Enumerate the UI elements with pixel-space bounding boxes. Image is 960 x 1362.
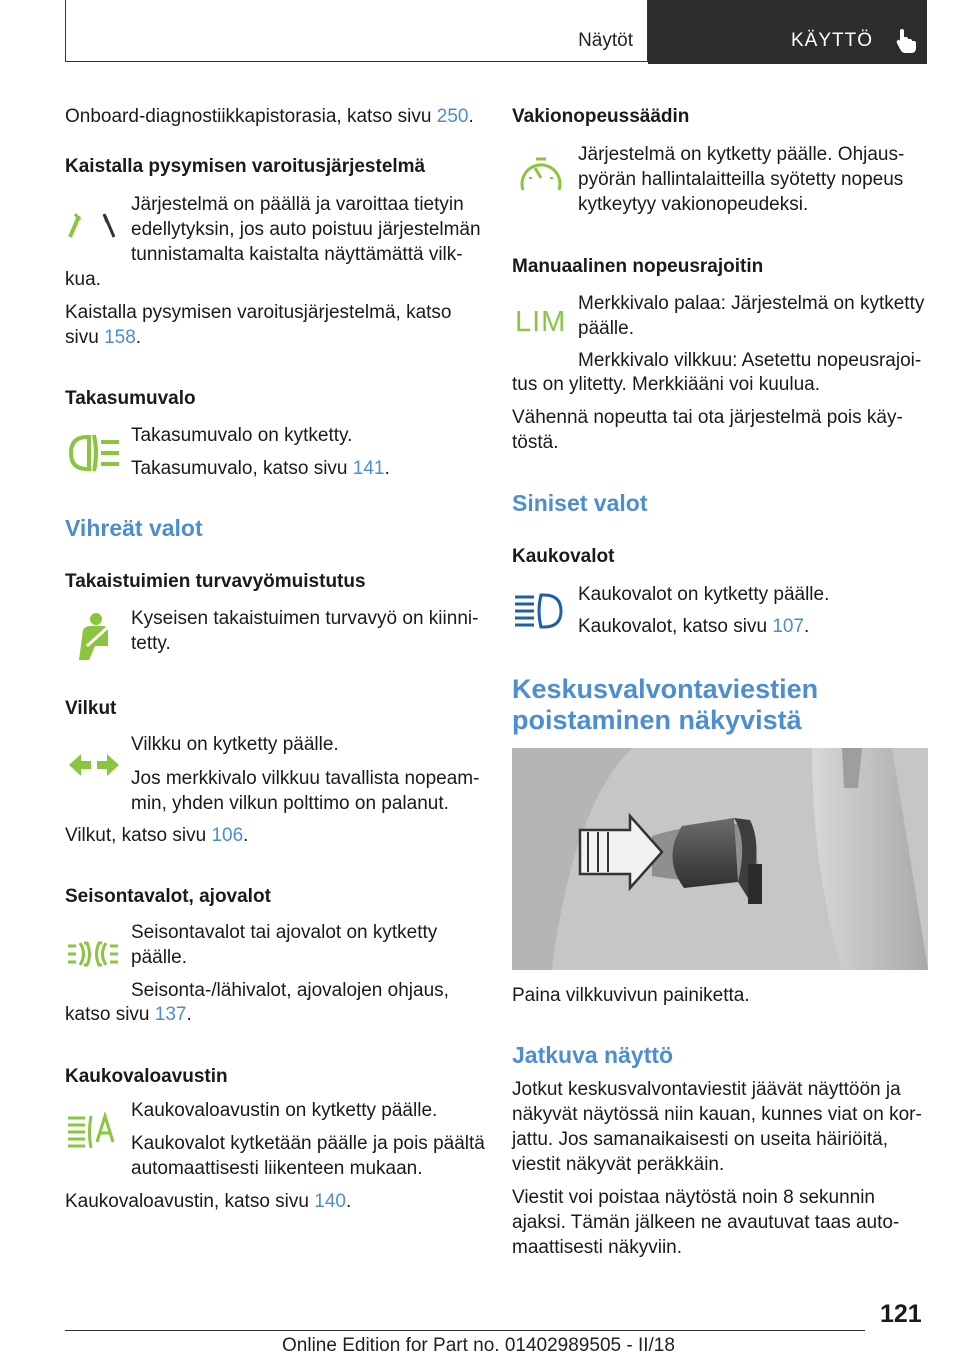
cont-line: maattisesti näkyviin. — [512, 1237, 683, 1258]
obd-paragraph — [65, 104, 485, 129]
cont-line: Viestit voi poistaa näytöstä noin 8 sekunnin — [512, 1187, 875, 1208]
blink-ref-end: . — [243, 825, 249, 846]
lane-ref-end: . — [135, 327, 142, 348]
lim-desc2-l1: Merkkivalo vilkkuu: Asetettu nopeusrajoi- — [578, 350, 922, 371]
lim-desc-line: Vähennä nopeutta tai ota järjestelmä pois käy- — [512, 407, 903, 428]
cont-line: viestit näkyvät peräkkäin. — [512, 1154, 725, 1175]
lane-desc-line: edellytyksin, jos auto poistuu järjestelmän — [131, 219, 481, 240]
hba-ref — [65, 1189, 351, 1214]
hba-desc1: Kaukovaloavustin on kytketty päälle. — [131, 1100, 438, 1121]
obd-text: Onboard-diagnostiikkapistorasia, katso sivu — [65, 106, 437, 127]
lane-title: Kaistalla pysymisen varoitusjärjestelmä — [65, 156, 426, 177]
park-ref-end: . — [186, 1004, 192, 1025]
turn-signal-lever-photo — [512, 748, 928, 970]
park-ref — [65, 1002, 192, 1027]
lim-desc2-l2: tus on ylitetty. Merkkiääni voi kuulua. — [512, 374, 821, 395]
park-ref-l1: Seisonta-/lähivalot, ajovalojen ohjaus, — [131, 980, 449, 1001]
high-ref-end: . — [804, 616, 810, 637]
footer-divider — [65, 1330, 865, 1331]
lane-departure-icon — [66, 210, 118, 240]
green-lights-heading: Vihreät valot — [65, 515, 203, 541]
cont-line: ajaksi. Tämän jälkeen ne avautuvat taas auto- — [512, 1212, 900, 1233]
page-header — [65, 0, 927, 64]
footer-edition: Online Edition for Part no. 01402989505 - II/18 — [282, 1335, 675, 1356]
continuous-para1 — [512, 1077, 932, 1177]
blink-page-link[interactable]: 106 — [211, 825, 244, 846]
belt-desc — [131, 606, 491, 656]
belt-desc-line: Kyseisen takaistuimen turvavyö on kiinni- — [131, 608, 479, 629]
header-chapter-tab — [648, 0, 927, 64]
blue-lights-heading: Siniset valot — [512, 490, 648, 516]
obd-end: . — [468, 106, 474, 127]
park-desc-line: Seisontavalot tai ajovalot on kytketty — [131, 922, 438, 943]
fog-title: Takasumuvalo — [65, 388, 196, 409]
fog-ref — [131, 456, 390, 481]
high-ref-text: Kaukovalot, katso sivu — [578, 616, 773, 637]
header-section-label: Näytöt — [578, 30, 633, 51]
cruise-title: Vakionopeussäädin — [512, 106, 690, 127]
hba-ref-end: . — [345, 1191, 352, 1212]
lane-desc-end: kua. — [65, 269, 101, 290]
hba-desc-line: automaattisesti liikenteen mukaan. — [131, 1158, 423, 1179]
park-page-link[interactable]: 137 — [154, 1004, 187, 1025]
photo-caption: Paina vilkkuvivun painiketta. — [512, 985, 750, 1006]
blink-desc2 — [131, 766, 491, 816]
lane-desc-line: tunnistamalta kaistalta näyttämättä vilk- — [131, 244, 463, 265]
lim-title: Manuaalinen nopeusrajoitin — [512, 256, 764, 277]
cruise-desc-line: kytkeytyy vakionopeudeksi. — [578, 194, 809, 215]
fog-desc: Takasumuvalo on kytketty. — [131, 425, 353, 446]
parking-lights-icon — [67, 940, 119, 968]
lim-icon: LIM — [515, 306, 567, 338]
header-section-box — [65, 0, 648, 62]
park-desc — [131, 920, 491, 970]
hba-title: Kaukovaloavustin — [65, 1066, 228, 1087]
seatbelt-icon — [75, 612, 111, 662]
hand-pointer-icon — [896, 28, 918, 54]
high-beam-icon — [514, 592, 564, 630]
lane-ref-line: Kaistalla pysymisen varoitusjärjestelmä, katso — [65, 302, 452, 323]
lim-desc3 — [512, 405, 932, 455]
lane-desc-line: Järjestelmä on päällä ja varoittaa tietyin — [131, 194, 464, 215]
cruise-desc — [578, 142, 938, 217]
rear-fog-icon — [67, 433, 121, 473]
cont-line: näkyvät näytössä niin kauan, kunnes viat on kor- — [512, 1104, 922, 1125]
lane-ref-text: sivu — [65, 327, 105, 348]
lim-desc-line: töstä. — [512, 432, 559, 453]
lim-desc1 — [578, 291, 938, 341]
page-number: 121 — [880, 1300, 922, 1328]
cont-line: Jotkut keskusvalvontaviestit jäävät näyttöön ja — [512, 1079, 901, 1100]
high-beam-assist-icon — [67, 1112, 117, 1152]
hide-heading-line: poistaminen näkyvistä — [512, 705, 802, 735]
continuous-para2 — [512, 1185, 932, 1260]
blink-title: Vilkut — [65, 698, 117, 719]
blink-desc-line: Jos merkkivalo vilkkuu tavallista nopeam- — [131, 768, 480, 789]
hba-page-link[interactable]: 140 — [314, 1191, 346, 1212]
belt-desc-line: tetty. — [131, 633, 171, 654]
lane-desc — [131, 192, 491, 267]
high-page-link[interactable]: 107 — [772, 616, 805, 637]
cruise-desc-line: Järjestelmä on kytketty päälle. Ohjaus- — [578, 144, 905, 165]
high-title: Kaukovalot — [512, 546, 615, 567]
blink-desc1: Vilkku on kytketty päälle. — [131, 734, 339, 755]
high-desc: Kaukovalot on kytketty päälle. — [578, 584, 830, 605]
park-desc-line: päälle. — [131, 947, 187, 968]
lever-illustration — [512, 748, 928, 970]
hba-ref-text: Kaukovaloavustin, katso sivu — [65, 1191, 315, 1212]
lane-page-link[interactable]: 158 — [104, 327, 136, 348]
hide-messages-heading — [512, 674, 818, 736]
belt-title: Takaistuimien turvavyömuistutus — [65, 571, 366, 592]
cruise-desc-line: pyörän hallintalaitteilla syötetty nopeus — [578, 169, 904, 190]
hba-desc2 — [131, 1131, 491, 1181]
lane-ref — [65, 300, 485, 350]
fog-ref-end: . — [384, 458, 390, 479]
fog-ref-text: Takasumuvalo, katso sivu — [131, 458, 353, 479]
continuous-display-heading: Jatkuva näyttö — [512, 1042, 674, 1068]
hba-desc-line: Kaukovalot kytketään päälle ja pois päältä — [131, 1133, 485, 1154]
fog-page-link[interactable]: 141 — [352, 458, 385, 479]
obd-page-link[interactable]: 250 — [436, 106, 469, 127]
hide-heading-line: Keskusvalvontaviestien — [512, 674, 819, 704]
blink-desc-line: min, yhden vilkun polttimo on palanut. — [131, 793, 449, 814]
cruise-control-icon — [518, 156, 564, 196]
header-chapter-label: KÄYTTÖ — [791, 30, 874, 51]
lim-desc-line: Merkkivalo palaa: Järjestelmä on kytketty — [578, 293, 925, 314]
blink-ref — [65, 823, 248, 848]
park-title: Seisontavalot, ajovalot — [65, 886, 271, 907]
turn-signal-icon — [68, 752, 120, 778]
high-ref — [578, 614, 809, 639]
blink-ref-text: Vilkut, katso sivu — [65, 825, 212, 846]
lim-desc-line: päälle. — [578, 318, 634, 339]
cont-line: jattu. Jos samanaikaisesti on useita häiriöitä, — [512, 1129, 888, 1150]
park-ref-text: katso sivu — [65, 1004, 155, 1025]
